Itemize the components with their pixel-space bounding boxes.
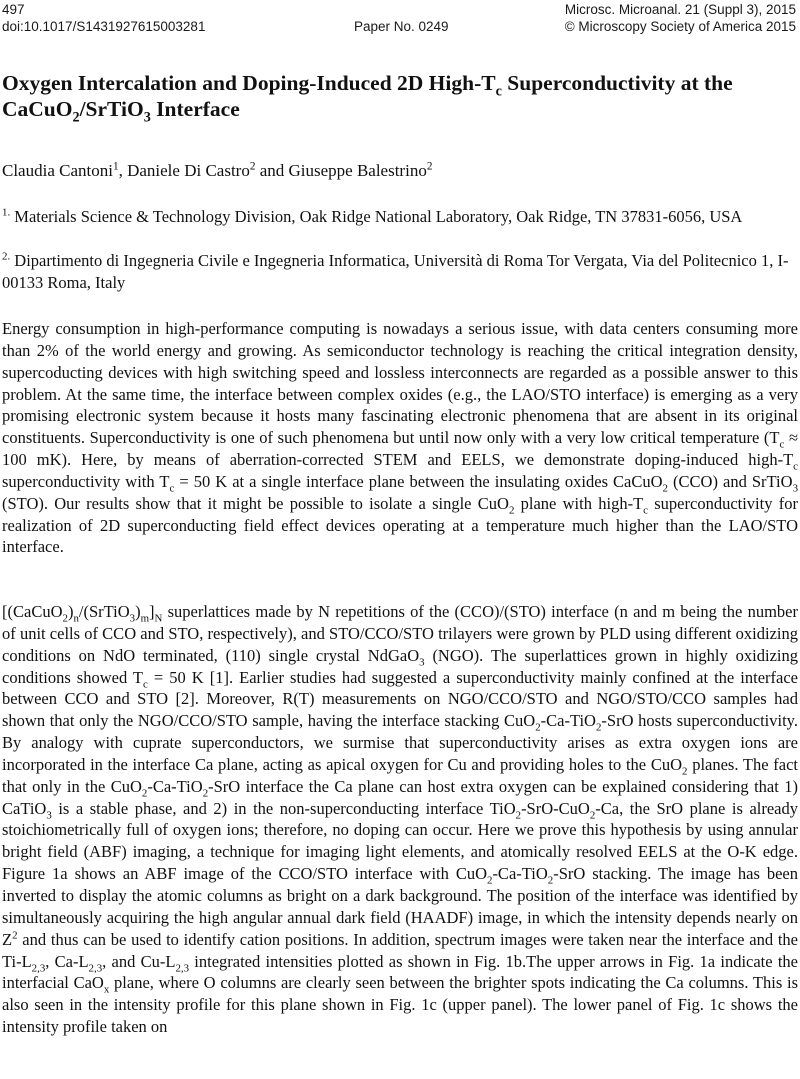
author-list: Claudia Cantoni$^1$, Daniele Di Castro$^2$ and Giuseppe Balestrino$^2$ bbox=[2, 160, 433, 180]
paper-number: Paper No. 0249 bbox=[354, 19, 449, 34]
copyright: © Microscopy Society of America 2015 bbox=[564, 19, 796, 34]
affiliation-2: $^{2.}$ Dipartimento di Ingegneria Civile e Ingegneria Informatica, Università di Roma Tor Vergata, Via del Politecnico 1, I-00133 Roma, Italy bbox=[2, 250, 789, 292]
abstract-paragraph-1: Energy consumption in high-performance computing is nowadays a serious issue, with data centers consuming more than 2% of the world energy and growing. As semiconductor technology is reaching the critical integration density, supercoducting devices with high switching speed and lossless interconnects are regarded as a possible answer to this problem. At the same time, the interface between complex oxides (e.g., the LAO/STO interface) is emerging as a very promising electronic system because it hosts many fascinating electronic phenomena that are absent in its original constituents. Superconductivity is one of such phenomena but until now only with a very low critical temperature ($T_c \approx 100$ mK). Here, by means of aberration-corrected STEM and EELS, we demonstrate doping-induced high-$T_c$ superconductivity with $T_c = 50$ K at a single interface plane between the insulating oxides CaCuO$_2$ (CCO) and SrTiO$_3$ (STO). Our results show that it might be possible to isolate a single CuO$_2$ plane with high-$T_c$ superconductivity for realization of 2D superconducting field effect devices operating at a temperature much higher than the LAO/STO interface. bbox=[2, 319, 798, 557]
doi: doi:10.1017/S1431927615003281 bbox=[2, 19, 206, 34]
page-number: 497 bbox=[2, 2, 25, 17]
paper-title: Oxygen Intercalation and Doping-Induced 2D High-$T_c$ Superconductivity at the CaCuO$_2$/SrTiO$_3$ Interface bbox=[2, 71, 733, 126]
affiliation-1: $^{1.}$ Materials Science & Technology Division, Oak Ridge National Laboratory, Oak Ridge, TN 37831-6056, USA bbox=[2, 206, 743, 226]
body-paragraph-2: $[(CaCuO_2)_n/(SrTiO_3)_m]_N$ superlattices made by N repetitions of the (CCO)/(STO) interface (n and m being the number of unit cells of CCO and STO, respectively), and STO/CCO/STO trilayers were grown by PLD using different oxidizing conditions on NdO terminated, (110) single crystal NdGaO$_3$ (NGO). The superlattices grown in highly oxidizing conditions showed $T_c = 50$ K [1]. Earlier studies had suggested a superconductivity mainly confined at the interface between CCO and STO [2]. Moreover, R(T) measurements on NGO/CCO/STO and NGO/STO/CCO samples had shown that only the NGO/CCO/STO sample, having the interface stacking CuO$_2$-Ca-TiO$_2$-SrO hosts superconductivity. By analogy with cuprate superconductors, we surmise that superconductivity arises as extra oxygen ions are incorporated in the interface Ca plane, acting as apical oxygen for Cu and providing holes to the CuO$_2$ planes. The fact that only in the CuO$_2$-Ca-TiO$_2$-SrO interface the Ca plane can host extra oxygen can be explained considering that 1) CaTiO$_3$ is a stable phase, and 2) in the non-superconducting interface TiO$_2$-SrO-CuO$_2$-Ca, the SrO plane is already stoichiometrically full of oxygen ions; therefore, no doping can occur. Here we prove this hypothesis by using annular bright field (ABF) imaging, a technique for imaging light elements, and atomically resolved EELS at the O-K edge. Figure 1a shows an ABF image of the CCO/STO interface with CuO$_2$-Ca-TiO$_2$-SrO stacking. The image has been inverted to display the atomic columns as bright on a dark background. The position of the interface was identified by simultaneously acquiring the high angular annual dark field (HAADF) image, in which the intensity depends nearly on $Z^2$ and thus can be used to identify cation positions. In addition, spectrum images were taken near the interface and the $Ti-L_{2,3}$, $Ca-L_{2,3}$, and $Cu-L_{2,3}$ integrated intensities plotted as shown in Fig. 1b.The upper arrows in Fig. 1a indicate the interfacial CaO$_x$ plane, where O columns are clearly seen between the brighter spots indicating the Ca columns. This is also seen in the intensity profile for this plane shown in Fig. 1c (upper panel). The lower panel of Fig. 1c shows the intensity profile taken on bbox=[2, 602, 799, 1037]
journal-citation: Microsc. Microanal. 21 (Suppl 3), 2015 bbox=[564, 2, 796, 17]
